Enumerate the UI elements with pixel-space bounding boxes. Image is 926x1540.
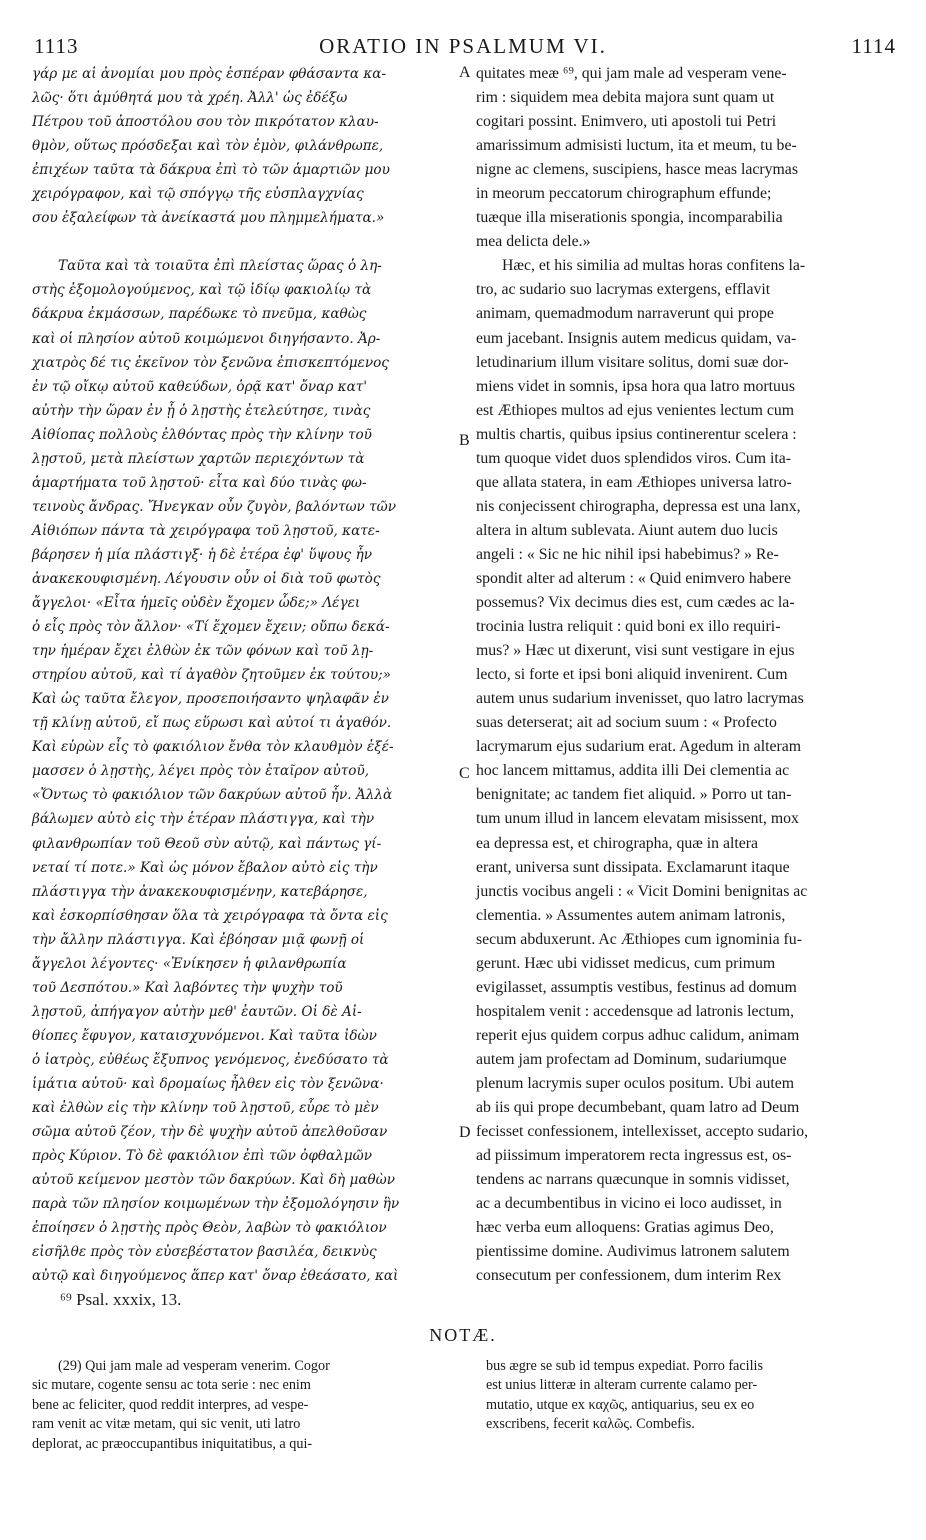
latin-text-line: autem jam profectam ad Dominum, sudariumque bbox=[476, 1050, 787, 1068]
latin-text-line: est Æthiopes multos ad ejus venientes lectum cum bbox=[476, 401, 795, 419]
greek-text-line: τεινοὺς ἄνδρας. Ἤνεγκαν οὖν ζυγὸν, βαλόντων τῶν bbox=[32, 498, 397, 515]
greek-text-line: γάρ με αἱ ἀνομίαι μου πρὸς ἑσπέραν φθάσαντα κα- bbox=[32, 66, 387, 82]
latin-text-line: quitates meæ ⁶⁹, qui jam male ad vesperam vene- bbox=[476, 65, 787, 82]
greek-text-line: χειρόγραφον, καὶ τῷ σπόγγῳ τῆς εὐσπλαγχνίας bbox=[32, 186, 364, 203]
latin-text-line: junctis vocibus angeli : « Vicit Domini benignitas ac bbox=[476, 882, 808, 900]
greek-text-line: σου ἐξαλείφων τὰ ἀνείκαστά μου πλημμελήματα.» bbox=[32, 210, 385, 227]
latin-text-line: cogitari possint. Enimvero, uti apostoli tui Petri bbox=[476, 113, 777, 131]
note-line: (29) Qui jam male ad vesperam venerim. Cogor bbox=[58, 1358, 330, 1374]
latin-text-line: benignitate; ac tandem fiet aliquid. » Porro ut tan- bbox=[476, 786, 792, 804]
greek-text-line: πρὸς Κύριον. Τὸ δὲ φακιόλιον ἐπὶ τῶν ὀφθαλμῶν bbox=[32, 1148, 373, 1165]
greek-text-line: εἰσῆλθε πρὸς τὸν εὐσεβέστατον βασιλέα, δεικνὺς bbox=[32, 1244, 377, 1261]
left-column-number: 1113 bbox=[34, 34, 79, 58]
latin-text-line: tuæque illa miserationis spongia, incomparabilia bbox=[476, 209, 783, 227]
note-line: ram venit ac vitæ metam, qui sic venit, uti latro bbox=[32, 1416, 301, 1433]
greek-text-line: ἄγγελοι λέγοντες· «Ἐνίκησεν ἡ φιλανθρωπία bbox=[32, 955, 347, 972]
greek-text-line: αὐτοῦ κείμενον μεστὸν τῶν δακρύων. Καὶ δὴ μαθὼν bbox=[32, 1172, 396, 1189]
greek-text-line: ἐποίησεν ὁ λῃστὴς πρὸς Θεὸν, λαβὼν τὸ φακιόλιον bbox=[32, 1220, 387, 1237]
note-line: exscribens, fecerit καλῶς. Combefis. bbox=[486, 1416, 695, 1433]
note-line: bus ægre se sub id tempus expediat. Porro facilis bbox=[486, 1358, 764, 1374]
latin-text-line: angeli : « Sic ne hic nihil ipsi habebimus? » Re- bbox=[476, 545, 779, 563]
margin-letter-d: D bbox=[459, 1124, 471, 1141]
latin-text-line: pientissime domine. Audivimus latronem salutem bbox=[476, 1243, 790, 1261]
greek-text-line: τοῦ Δεσπότου.» Καὶ λαβόντες τὴν ψυχὴν τοῦ bbox=[32, 979, 343, 996]
greek-text-line: πλάστιγγα τὴν ἀνακεκουφισμένην, κατεβάρησε, bbox=[32, 883, 368, 900]
latin-text-line: altera in altum sublevata. Aiunt autem duo lucis bbox=[476, 521, 778, 539]
footnote: ⁶⁹ Psal. xxxix, 13. bbox=[60, 1290, 182, 1309]
latin-text-line: trocinia lustra reliquit : quid boni ex illo requiri- bbox=[476, 618, 781, 636]
greek-text-line: δάκρυα ἐκμάσσων, παρέδωκε τὸ πνεῦμα, καθὼς bbox=[32, 306, 367, 323]
latin-text-line: eum jacebant. Insignis autem medicus quidam, va- bbox=[476, 329, 797, 347]
greek-text-line: σῶμα αὐτοῦ ζέον, τὴν δὲ ψυχὴν αὐτοῦ ἀπελθοῦσαν bbox=[32, 1124, 388, 1141]
latin-text-line: erant, universa sunt dissipata. Exclamarunt itaque bbox=[476, 858, 790, 876]
greek-text-line: αὐτῷ καὶ διηγούμενος ἅπερ κατ' ὄναρ ἐθεάσατο, καὶ bbox=[32, 1268, 399, 1285]
greek-text-line: μασσεν ὁ λῃστὴς, λέγει πρὸς τὸν ἑταῖρον αὐτοῦ, bbox=[32, 763, 370, 780]
greek-text-line: την ἡμέραν ἔχει ἐλθὼν ἐκ τῶν φόνων καὶ τοῦ λῃ- bbox=[32, 643, 374, 660]
latin-text-line: nigne ac clemens, suscipiens, hasce meas lacrymas bbox=[476, 161, 798, 179]
greek-text-line: νεταί τί ποτε.» Καὶ ὡς μόνον ἔβαλον αὐτὸ εἰς τὴν bbox=[32, 859, 378, 876]
latin-text-line: in meorum peccatorum chirographum effunde; bbox=[476, 185, 772, 203]
latin-text-line: consecutum per confessionem, dum interim Rex bbox=[476, 1267, 782, 1285]
latin-text-line: fecisset confessionem, intellexisset, accepto sudario, bbox=[476, 1123, 809, 1141]
latin-text-line: ad piissimum imperatorem recta ingressus est, os- bbox=[476, 1147, 792, 1165]
note-line: mutatio, utque ex καχῶς, antiquarius, seu ex eo bbox=[486, 1396, 755, 1413]
greek-text-line: ἱμάτια αὐτοῦ· καὶ δρομαίως ἦλθεν εἰς τὸν ξενῶνα· bbox=[32, 1075, 384, 1092]
greek-text-line: ἐν τῷ οἴκῳ αὐτοῦ καθεύδων, ὁρᾷ κατ' ὄναρ κατ' bbox=[32, 378, 368, 395]
latin-text-line: mus? » Hæc ut dixerunt, visi sunt vestigare in ejus bbox=[476, 642, 795, 660]
latin-text-line: ac a decumbentibus in vicino ei loco audisset, in bbox=[476, 1195, 782, 1213]
greek-text-line: καὶ οἱ πλησίον αὐτοῦ κοιμώμενοι διηγήσαντο. Ἀρ- bbox=[32, 330, 381, 347]
latin-text-line: suas deterserat; ait ad socium suum : « Profecto bbox=[476, 714, 777, 732]
greek-text-line: ἁμαρτήματα τοῦ λῃστοῦ· εἶτα καὶ δύο τινὰς φω- bbox=[32, 474, 367, 491]
margin-letter-b: B bbox=[459, 432, 470, 449]
note-line: bene ac feliciter, quod reddit interpres, ad vespe- bbox=[32, 1396, 309, 1413]
greek-text-line: χιατρὸς δέ τις ἐκεῖνον τὸν ξενῶνα ἐπισκεπτόμενος bbox=[32, 354, 389, 371]
greek-text-line: Αἰθίοπας πολλοὺς ἐλθόντας πρὸς τὴν κλίνην τοῦ bbox=[32, 426, 372, 443]
note-line: sic mutare, cogente sensu ac tota serie : nec enim bbox=[32, 1377, 311, 1394]
latin-text-line: hæc verba eum alloquens: Gratias agimus Deo, bbox=[476, 1219, 774, 1237]
latin-text-line: lacrymarum ejus sudarium erat. Agedum in alteram bbox=[476, 738, 802, 756]
latin-text-line: tum unum illud in lancem elevatam misissent, mox bbox=[476, 810, 799, 828]
greek-text-line: καὶ ἐλθὼν εἰς τὴν κλίνην τοῦ λῃστοῦ, εὗρε τὸ μὲν bbox=[32, 1100, 379, 1117]
latin-text-line: tro, ac sudario suo lacrymas extergens, efflavit bbox=[476, 281, 771, 299]
greek-text-line: φιλανθρωπίαν τοῦ Θεοῦ σὺν αὐτῷ, καὶ πάντως γί- bbox=[32, 835, 382, 852]
latin-text-line: nis conjecissent chirographa, depressa est una lanx, bbox=[476, 497, 801, 515]
latin-text-line: miens videt in somnis, ipsa hora qua latro mortuus bbox=[476, 377, 795, 395]
latin-text-line: gerunt. Hæc ubi vidisset medicus, cum primum bbox=[476, 954, 776, 972]
latin-text-line: tendens ac narrans quæcunque in somnis vidisset, bbox=[476, 1171, 790, 1189]
greek-text-line: βάρησεν ἡ μία πλάστιγξ· ἡ δὲ ἑτέρα ἐφ' ὕψους ἦν bbox=[32, 546, 373, 563]
greek-text-line: στὴς ἐξομολογούμενος, καὶ τῷ ἰδίῳ φακιολίῳ τὰ bbox=[32, 282, 372, 299]
latin-text-line: que allata statera, in eam Æthiopes universa latro- bbox=[476, 473, 792, 491]
greek-text-line: θίοπες ἔφυγον, καταισχυνόμενοι. Καὶ ταῦτα ἰδὼν bbox=[32, 1027, 377, 1044]
notes-left-column bbox=[32, 1357, 457, 1454]
margin-letter-c: C bbox=[459, 765, 470, 782]
greek-text-line: ὁ εἷς πρὸς τὸν ἄλλον· «Τί ἔχομεν ἔχειν; οὔπω δεκά- bbox=[32, 619, 390, 636]
greek-text-line: στηρίου αὐτοῦ, καὶ τί ἀγαθὸν ζητοῦμεν ἐκ τούτου;» bbox=[32, 667, 391, 684]
greek-text-line: λῃστοῦ, ἀπήγαγον αὐτὴν μεθ' ἑαυτῶν. Οἱ δὲ Αἰ- bbox=[32, 1003, 362, 1020]
greek-text-line: παρὰ τῶν πλησίον κοιμωμένων τὴν ἐξομολόγησιν ἣν bbox=[32, 1196, 400, 1213]
greek-text-line: Αἰθιόπων πάντα τὰ χειρόγραφα τοῦ λῃστοῦ, κατε- bbox=[32, 522, 380, 539]
latin-text-line: Hæc, et his similia ad multas horas confitens la- bbox=[502, 257, 806, 275]
greek-text-line: ὁ ἰατρὸς, εὐθέως ἔξυπνος γενόμενος, ἐνεδύσατο τὰ bbox=[32, 1051, 389, 1068]
latin-text-line: evigilasset, assumptis vestibus, festinus ad domum bbox=[476, 978, 797, 996]
latin-text-line: mea delicta dele.» bbox=[476, 233, 591, 251]
latin-text-line: rim : siquidem mea debita majora sunt quam ut bbox=[476, 89, 775, 107]
latin-text-line: autem unus sudarium invenisset, quo latro lacrymas bbox=[476, 690, 804, 708]
greek-text-line: ἀνακεκουφισμένη. Λέγουσιν οὖν οἱ διὰ τοῦ φωτὸς bbox=[32, 570, 381, 587]
greek-text-line bbox=[32, 230, 457, 254]
latin-text-line: letudinarium illum visitare solitus, domi suæ dor- bbox=[476, 353, 789, 371]
greek-text-line: Καὶ εὑρὼν εἷς τὸ φακιόλιον ἔνθα τὸν κλαυθμὸν ἐξέ- bbox=[32, 739, 394, 756]
latin-text-line: spondit alter ad alterum : « Quid enimvero habere bbox=[476, 569, 791, 587]
greek-text-line: βάλωμεν αὐτὸ εἰς τὴν ἑτέραν πλάστιγγα, καὶ τὴν bbox=[32, 811, 375, 828]
latin-text-line: clementia. » Assumentes autem animam latronis, bbox=[476, 906, 786, 924]
latin-text-line: possemus? Vix decimus dies est, cum cædes ac la- bbox=[476, 594, 795, 612]
latin-text-line: animam, quemadmodum narraverunt qui prope bbox=[476, 305, 774, 323]
latin-text-line: plenum lacrymis super oculos positum. Ubi autem bbox=[476, 1074, 795, 1092]
greek-text-line: ἐπιχέων ταῦτα τὰ δάκρυα ἐπὶ τὸ τῶν ἁμαρτιῶν μου bbox=[32, 162, 390, 179]
latin-text-line: tum quoque videt duos splendidos viros. Cum ita- bbox=[476, 449, 792, 467]
note-line: est unius litteræ in alteram currente calamo per- bbox=[486, 1377, 758, 1394]
latin-text-line: multis chartis, quibus ipsius continerentur scelera : bbox=[476, 425, 797, 443]
note-line: deplorat, ac præoccupantibus iniquitatibus, a qui- bbox=[32, 1435, 313, 1452]
greek-text-line: αὐτὴν τὴν ὥραν ἐν ᾗ ὁ λῃστὴς ἐτελεύτησε, τινὰς bbox=[32, 402, 371, 419]
running-title: ORATIO IN PSALMUM VI. bbox=[319, 34, 607, 58]
greek-text-line: ἄγγελοι· «Εἶτα ἡμεῖς οὐδὲν ἔχομεν ὧδε;» Λέγει bbox=[32, 595, 361, 612]
latin-text-line: hospitalem venit : accedensque ad latronis lectum, bbox=[476, 1002, 795, 1020]
greek-text-line: τὴν ἄλλην πλάστιγγα. Καὶ ἐβόησαν μιᾷ φωνῇ οἱ bbox=[32, 931, 365, 948]
latin-text-line: secum abduxerunt. Ac Æthiopes cum ignominia fu- bbox=[476, 930, 802, 948]
greek-text-line: Πέτρου τοῦ ἀποστόλου σου τὸν πικρότατον κλαυ- bbox=[32, 114, 379, 131]
latin-text-line: hoc lancem mittamus, addita illi Dei clementia ac bbox=[476, 762, 790, 780]
margin-letter-a: A bbox=[459, 64, 471, 81]
greek-text-line: «Ὄντως τὸ φακιόλιον τῶν δακρύων αὐτοῦ ἦν. Ἀλλὰ bbox=[32, 787, 393, 804]
latin-text-column bbox=[476, 62, 896, 1288]
latin-text-line: lecto, si forte et ipsi boni aliquid invenirent. Cum bbox=[476, 666, 788, 684]
notes-heading: NOTÆ. bbox=[429, 1325, 497, 1345]
greek-text-line: λῶς· ὅτι ἀμύθητά μου τὰ χρέη. Ἀλλ' ὡς ἐδέξω bbox=[32, 90, 348, 107]
greek-text-line: θμὸν, οὕτως πρόσδεξαι καὶ τὸν ἐμὸν, φιλάνθρωπε, bbox=[32, 138, 384, 155]
latin-text-line: reperit ejus quidem corpus adhuc calidum, animam bbox=[476, 1026, 800, 1044]
latin-text-line: ea depressa est, et chirographa, quæ in altera bbox=[476, 834, 759, 852]
latin-text-line: ab iis qui prope decumbebant, quam latro ad Deum bbox=[476, 1099, 800, 1117]
latin-text-line: amarissimum admisisti luctum, ita et meum, tu be- bbox=[476, 137, 797, 155]
greek-text-line: λῃστοῦ, μετὰ πλείστων χαρτῶν περιεχόντων τὰ bbox=[32, 450, 365, 467]
greek-text-line: Ταῦτα καὶ τὰ τοιαῦτα ἐπὶ πλείστας ὥρας ὁ λη- bbox=[58, 258, 382, 275]
greek-text-line: καὶ ἐσκορπίσθησαν ὅλα τὰ χειρόγραφα τὰ ὄντα εἰς bbox=[32, 907, 388, 924]
greek-text-column bbox=[32, 62, 457, 1288]
greek-text-line: τῇ κλίνῃ αὐτοῦ, εἴ πως εὕρωσι καὶ αὐτοί τι ἀγαθόν. bbox=[32, 715, 392, 732]
greek-text-line: Καὶ ὡς ταῦτα ἔλεγον, προσεποιήσαντο ψηλαφᾶν ἐν bbox=[32, 691, 389, 708]
notes-right-column bbox=[486, 1357, 896, 1435]
right-column-number: 1114 bbox=[851, 34, 896, 58]
